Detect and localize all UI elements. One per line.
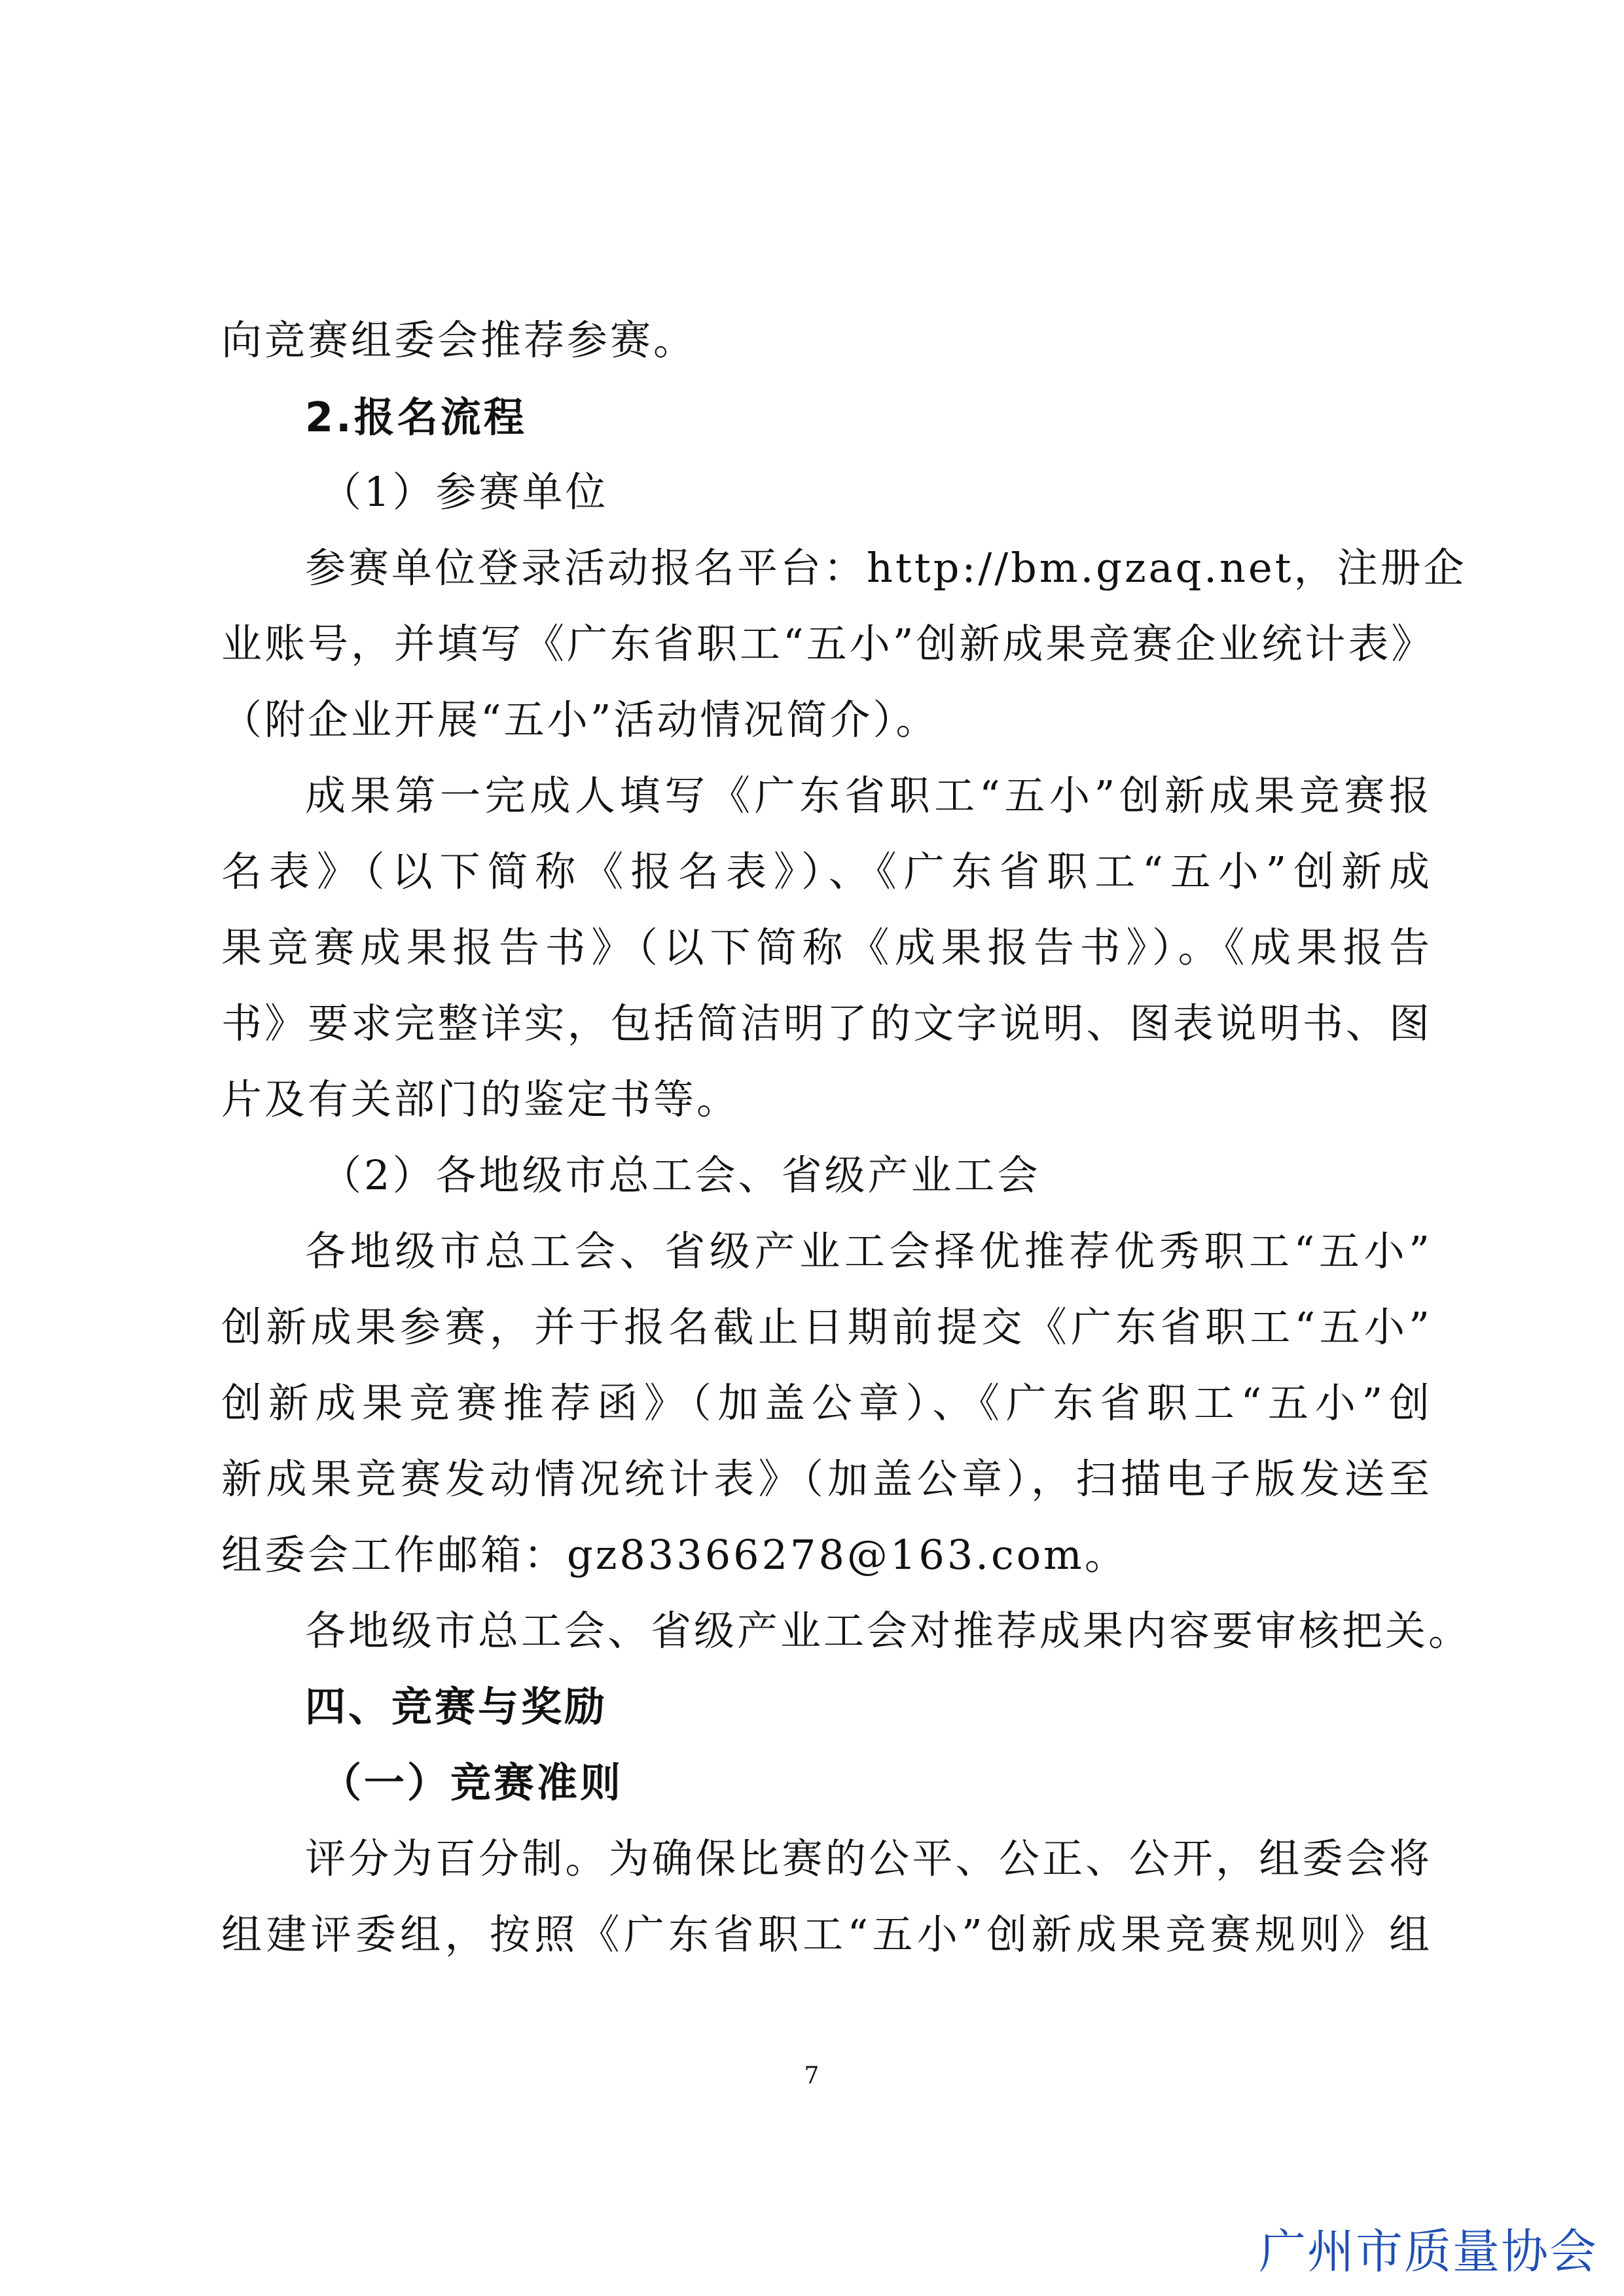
paragraph-line: 组建评委组，按照《广东省职工“五小”创新成果竞赛规则》组 — [221, 1910, 1432, 1958]
paragraph-line: 书》要求完整详实，包括简洁明了的文字说明、图表说明书、图 — [221, 999, 1432, 1047]
watermark-text: 广州市质量协会 — [1258, 2224, 1598, 2279]
paragraph-line: 创新成果参赛，并于报名截止日期前提交《广东省职工“五小” — [221, 1303, 1432, 1351]
paragraph-line: （附企业开展“五小”活动情况简介）。 — [221, 696, 939, 744]
paragraph-line: 评分为百分制。为确保比赛的公平、公正、公开，组委会将 — [305, 1835, 1432, 1882]
paragraph-line: 果竞赛成果报告书》（以下简称《成果报告书》）。《成果报告 — [221, 924, 1432, 971]
paragraph-line: 名表》（以下简称《报名表》）、《广东省职工“五小”创新成 — [221, 848, 1432, 895]
section-heading-registration-process: 2.报名流程 — [305, 393, 527, 441]
subheading-competition-rules: （一）竞赛准则 — [321, 1759, 624, 1806]
section-heading-competition-awards: 四、竞赛与奖励 — [305, 1683, 608, 1731]
paragraph-line: 各地级市总工会、省级产业工会择优推荐优秀职工“五小” — [305, 1227, 1432, 1275]
subheading-municipal-unions: （2）各地级市总工会、省级产业工会 — [321, 1151, 1041, 1199]
paragraph-line: 片及有关部门的鉴定书等。 — [221, 1075, 740, 1123]
paragraph-line: 各地级市总工会、省级产业工会对推荐成果内容要审核把关。 — [305, 1607, 1472, 1655]
subheading-participating-units: （1）参赛单位 — [321, 468, 609, 516]
paragraph-line: 成果第一完成人填写《广东省职工“五小”创新成果竞赛报 — [305, 772, 1432, 819]
paragraph-line: 创新成果竞赛推荐函》（加盖公章）、《广东省职工“五小”创 — [221, 1379, 1432, 1427]
paragraph-line: 业账号，并填写《广东省职工“五小”创新成果竞赛企业统计表》 — [221, 620, 1435, 668]
paragraph-line-email: 组委会工作邮箱：gz83366278@163.com。 — [221, 1531, 1128, 1579]
paragraph-line: 新成果竞赛发动情况统计表》（加盖公章），扫描电子版发送至 — [221, 1455, 1432, 1503]
paragraph-line: 向竞赛组委会推荐参赛。 — [221, 316, 697, 364]
paragraph-line: 参赛单位登录活动报名平台：http://bm.gzaq.net，注册企 — [305, 544, 1467, 592]
page-number: 7 — [804, 2062, 820, 2089]
